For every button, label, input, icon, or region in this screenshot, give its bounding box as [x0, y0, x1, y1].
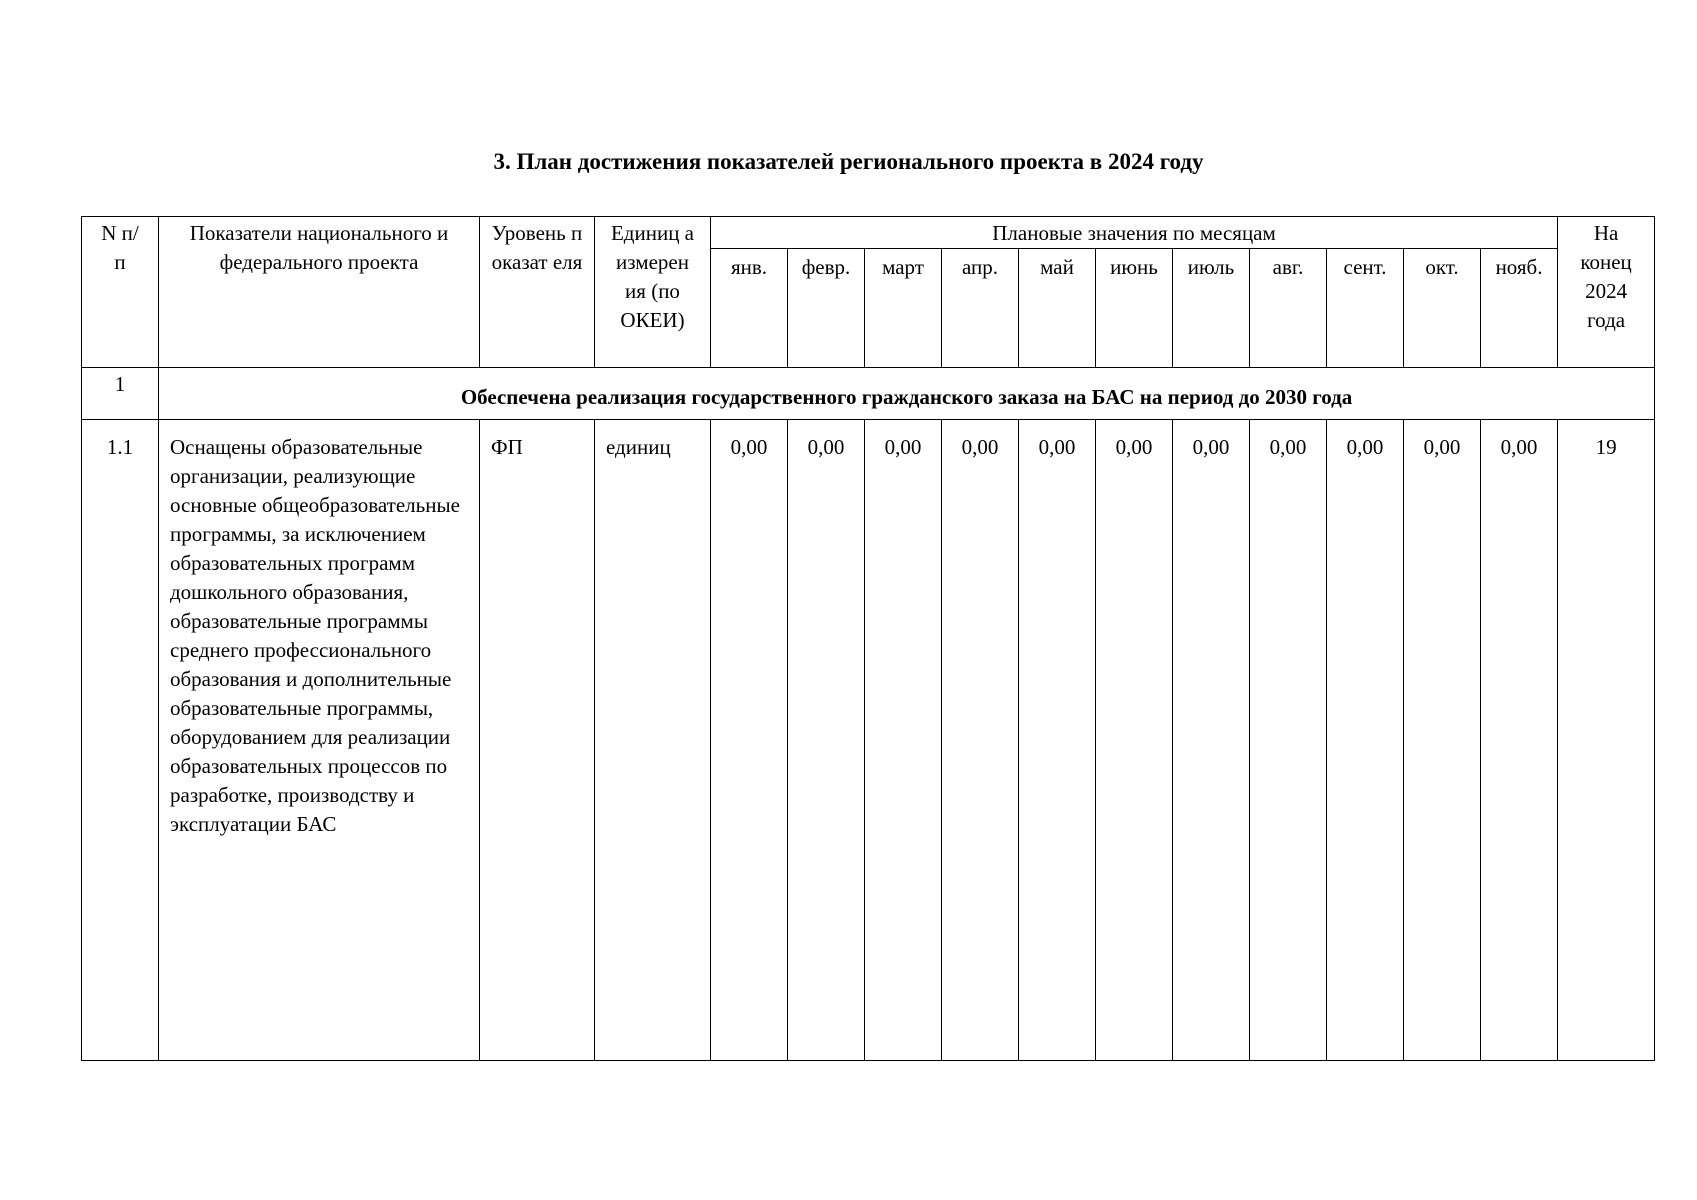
header-num: N п/п — [82, 217, 159, 368]
monthly-value: 0,00 — [711, 420, 788, 1061]
table-row — [82, 420, 1655, 1061]
month-header: нояб. — [1481, 249, 1558, 368]
monthly-value: 0,00 — [865, 420, 942, 1061]
monthly-value: 0,00 — [1327, 420, 1404, 1061]
section-num: 1 — [82, 368, 159, 420]
monthly-value: 0,00 — [1019, 420, 1096, 1061]
section-title: Обеспечена реализация государственного гражданского заказа на БАС на период до 2030 года — [159, 368, 1655, 420]
header-row-1 — [82, 217, 1655, 249]
month-header: февр. — [788, 249, 865, 368]
section-row — [82, 368, 1655, 420]
row-num: 1.1 — [82, 420, 159, 1061]
page-title: 3. План достижения показателей регионального проекта в 2024 году — [493, 149, 1204, 174]
monthly-value: 0,00 — [1096, 420, 1173, 1061]
monthly-value: 0,00 — [1404, 420, 1481, 1061]
monthly-value: 0,00 — [1173, 420, 1250, 1061]
monthly-value: 0,00 — [1481, 420, 1558, 1061]
header-end-of-year: На конец 2024 года — [1558, 217, 1655, 368]
end-of-year-value: 19 — [1558, 420, 1655, 1061]
month-header: март — [865, 249, 942, 368]
monthly-value: 0,00 — [788, 420, 865, 1061]
month-header: янв. — [711, 249, 788, 368]
month-header: сент. — [1327, 249, 1404, 368]
month-header: окт. — [1404, 249, 1481, 368]
indicator-level: ФП — [480, 420, 595, 1061]
header-planned-values: Плановые значения по месяцам — [711, 217, 1558, 249]
unit-of-measure: единиц — [595, 420, 711, 1061]
indicators-plan-table — [81, 216, 1655, 1061]
month-header: июнь — [1096, 249, 1173, 368]
monthly-value: 0,00 — [1250, 420, 1327, 1061]
month-header: май — [1019, 249, 1096, 368]
monthly-value: 0,00 — [942, 420, 1019, 1061]
month-header: апр. — [942, 249, 1019, 368]
month-header: июль — [1173, 249, 1250, 368]
month-header: авг. — [1250, 249, 1327, 368]
header-indicators: Показатели национального и федерального проекта — [159, 217, 480, 368]
header-unit: Единиц а измерен ия (по ОКЕИ) — [595, 217, 711, 368]
header-level: Уровень показат еля — [480, 217, 595, 368]
indicator-name: Оснащены образовательные организации, реализующие основные общеобразовательные программы, за исключением образовательных программ дошкольного образования, образовательные программы среднего профессионального образования и дополнительные образовательные программы, оборудованием для реализации образовательных процессов по разработке, производству и эксплуатации БАС — [159, 420, 480, 1061]
